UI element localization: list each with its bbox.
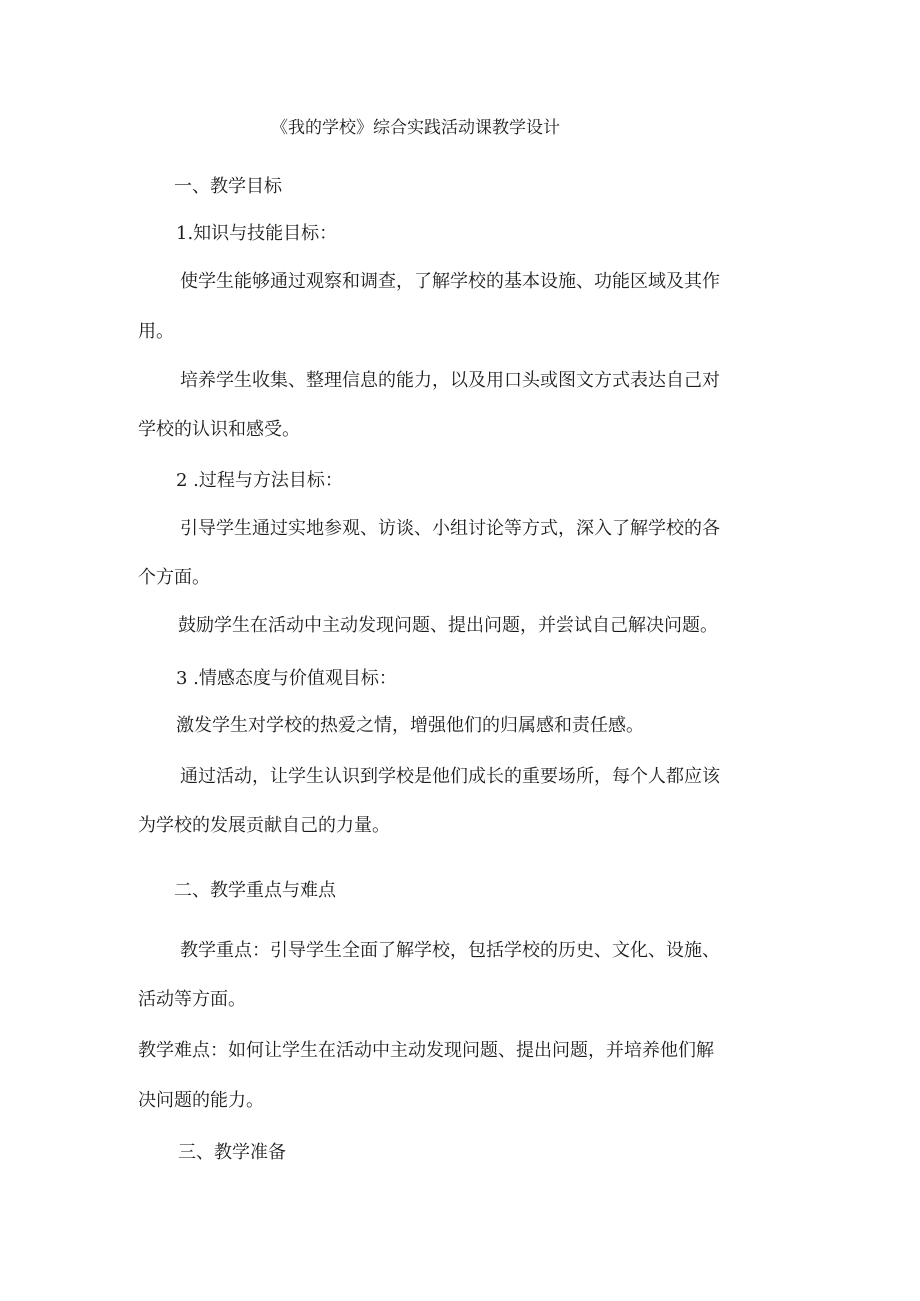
paragraph-line: 教学难点：如何让学生在活动中主动发现问题、提出问题，并培养他们解 bbox=[138, 1040, 714, 1061]
paragraph-line: 引导学生通过实地参观、访谈、小组讨论等方式，深入了解学校的各 bbox=[180, 518, 720, 539]
paragraph-line: 为学校的发展贡献自己的力量。 bbox=[138, 815, 390, 836]
section-heading-objectives: 一、教学目标 bbox=[174, 176, 282, 197]
section-heading-key-points: 二、教学重点与难点 bbox=[174, 880, 336, 901]
paragraph-line: 用。 bbox=[138, 321, 174, 342]
paragraph-line: 激发学生对学校的热爱之情，增强他们的归属感和责任感。 bbox=[176, 715, 644, 736]
paragraph-line: 学校的认识和感受。 bbox=[138, 419, 300, 440]
paragraph-line: 决问题的能力。 bbox=[138, 1090, 264, 1111]
section-heading-preparation: 三、教学准备 bbox=[178, 1142, 286, 1163]
paragraph-line: 通过活动，让学生认识到学校是他们成长的重要场所，每个人都应该 bbox=[180, 766, 720, 787]
paragraph-line: 使学生能够通过观察和调查，了解学校的基本设施、功能区域及其作 bbox=[180, 271, 720, 292]
subsection-heading-emotion: 3 .情感态度与价值观目标： bbox=[176, 668, 397, 689]
paragraph-line: 个方面。 bbox=[138, 567, 210, 588]
paragraph-line: 活动等方面。 bbox=[138, 989, 246, 1010]
paragraph-line: 培养学生收集、整理信息的能力，以及用口头或图文方式表达自己对 bbox=[180, 370, 720, 391]
subsection-heading-knowledge: 1.知识与技能目标： bbox=[176, 223, 338, 244]
paragraph-line: 鼓励学生在活动中主动发现问题、提出问题，并尝试自己解决问题。 bbox=[178, 615, 718, 636]
document-title: 《我的学校》综合实践活动课教学设计 bbox=[271, 118, 560, 138]
subsection-heading-process: 2 .过程与方法目标： bbox=[176, 470, 343, 491]
paragraph-line: 教学重点：引导学生全面了解学校，包括学校的历史、文化、设施、 bbox=[180, 940, 720, 961]
